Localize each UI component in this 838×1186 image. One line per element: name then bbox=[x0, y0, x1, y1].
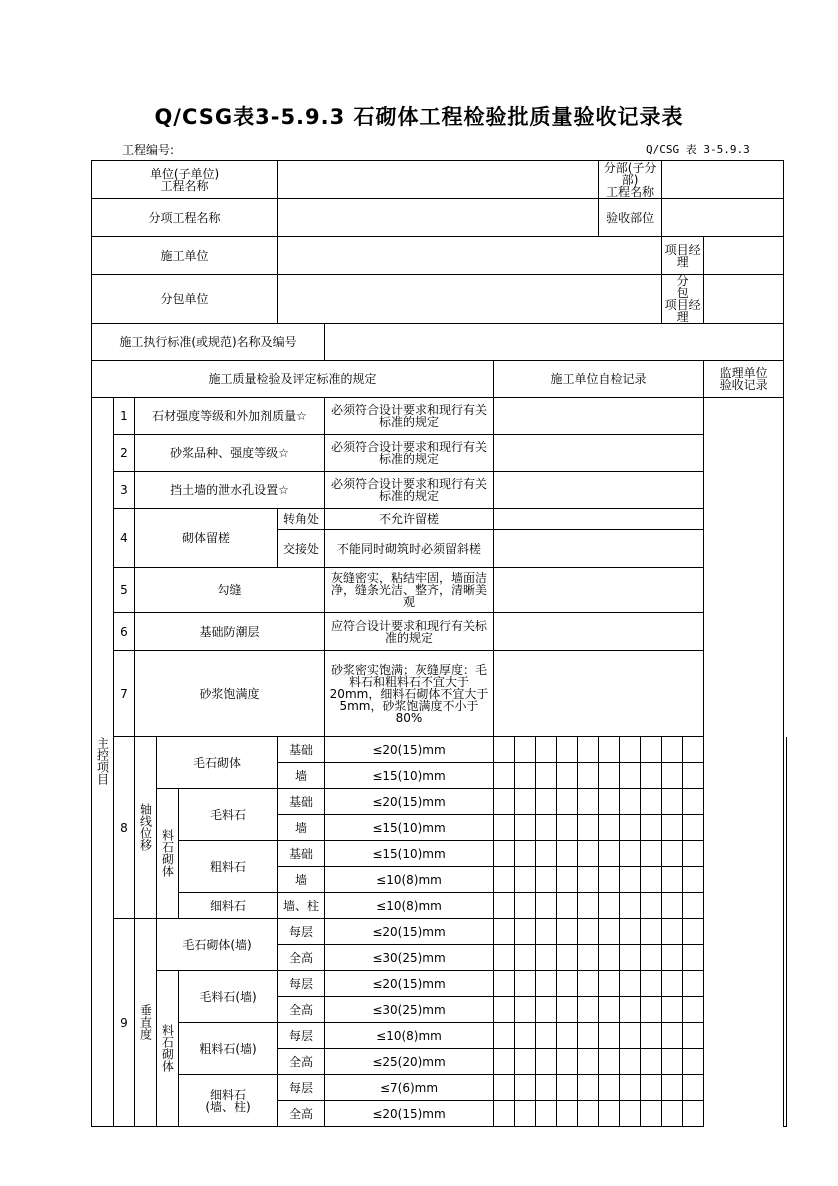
measure-cell[interactable] bbox=[494, 815, 515, 841]
measure-cell[interactable] bbox=[515, 997, 536, 1023]
measure-cell[interactable] bbox=[536, 1075, 557, 1101]
measure-cell[interactable] bbox=[557, 867, 578, 893]
item-number: 6 bbox=[114, 613, 135, 651]
measure-cell[interactable] bbox=[662, 1049, 683, 1075]
measure-cell[interactable] bbox=[494, 789, 515, 815]
measure-cell[interactable] bbox=[641, 1075, 662, 1101]
self-check-cell[interactable] bbox=[494, 435, 704, 472]
item-requirement: 必须符合设计要求和现行有关标准的规定 bbox=[325, 398, 494, 435]
full-height-label: 全高 bbox=[278, 997, 325, 1023]
dressed-stone-label: 料石砌体 bbox=[157, 789, 179, 919]
measure-cell[interactable] bbox=[536, 763, 557, 789]
measure-cell[interactable] bbox=[599, 945, 620, 971]
measure-cell[interactable] bbox=[536, 841, 557, 867]
measure-cell[interactable] bbox=[620, 971, 641, 997]
measure-cell[interactable] bbox=[683, 789, 704, 815]
measure-cell[interactable] bbox=[578, 1075, 599, 1101]
per-floor-label: 每层 bbox=[278, 1075, 325, 1101]
measure-cell[interactable] bbox=[641, 945, 662, 971]
standard-label: 施工执行标准(或规范)名称及编号 bbox=[92, 324, 325, 361]
measure-cell[interactable] bbox=[515, 1101, 536, 1127]
measure-cell[interactable] bbox=[662, 971, 683, 997]
measure-cell[interactable] bbox=[557, 1075, 578, 1101]
item-name: 砌体留槎 bbox=[135, 509, 278, 568]
per-floor-label: 每层 bbox=[278, 919, 325, 945]
measure-cell[interactable] bbox=[662, 737, 683, 763]
measure-cell[interactable] bbox=[599, 971, 620, 997]
measure-cell[interactable] bbox=[557, 841, 578, 867]
tolerance-value: ≤15(10)mm bbox=[325, 763, 494, 789]
measure-cell[interactable] bbox=[599, 1101, 620, 1127]
measure-cell[interactable] bbox=[683, 867, 704, 893]
item-requirement: 应符合设计要求和现行有关标准的规定 bbox=[325, 613, 494, 651]
per-floor-label: 每层 bbox=[278, 1023, 325, 1049]
item-name: 砂浆饱满度 bbox=[135, 651, 325, 737]
measure-cell[interactable] bbox=[557, 789, 578, 815]
measure-cell[interactable] bbox=[494, 763, 515, 789]
measure-cell[interactable] bbox=[494, 1101, 515, 1127]
tolerance-value: ≤10(8)mm bbox=[325, 893, 494, 919]
measure-cell[interactable] bbox=[641, 815, 662, 841]
measure-cell[interactable] bbox=[599, 1075, 620, 1101]
tolerance-value: ≤15(10)mm bbox=[325, 841, 494, 867]
item-number: 7 bbox=[114, 651, 135, 737]
item-requirement: 不能同时砌筑时必须留斜槎 bbox=[325, 530, 494, 568]
measure-cell[interactable] bbox=[578, 789, 599, 815]
measure-cell[interactable] bbox=[494, 867, 515, 893]
subcontract-manager-label: 分 包 项目经理 bbox=[662, 275, 704, 324]
item-number: 2 bbox=[114, 435, 135, 472]
measure-cell[interactable] bbox=[662, 867, 683, 893]
subcontract-manager-value[interactable] bbox=[704, 275, 784, 324]
measure-cell[interactable] bbox=[578, 841, 599, 867]
measure-cell[interactable] bbox=[662, 1023, 683, 1049]
measure-cell[interactable] bbox=[599, 841, 620, 867]
measure-cell[interactable] bbox=[641, 841, 662, 867]
measure-cell[interactable] bbox=[683, 841, 704, 867]
location-foundation: 基础 bbox=[278, 789, 325, 815]
project-number-label: 工程编号: bbox=[122, 143, 175, 157]
project-manager-value[interactable] bbox=[704, 237, 784, 275]
self-check-cell[interactable] bbox=[494, 472, 704, 509]
measure-cell[interactable] bbox=[557, 737, 578, 763]
acceptance-part-value[interactable] bbox=[662, 199, 784, 237]
supervision-column-header: 监理单位 验收记录 bbox=[704, 361, 784, 398]
measure-cell[interactable] bbox=[683, 971, 704, 997]
measure-cell[interactable] bbox=[599, 919, 620, 945]
tolerance-value: ≤20(15)mm bbox=[325, 1101, 494, 1127]
location-wall: 墙 bbox=[278, 815, 325, 841]
measure-cell[interactable] bbox=[515, 1023, 536, 1049]
unit-project-label: 单位(子单位) 工程名称 bbox=[92, 161, 278, 199]
measure-cell[interactable] bbox=[494, 1023, 515, 1049]
measure-cell[interactable] bbox=[599, 815, 620, 841]
subcontract-unit-label: 分包单位 bbox=[92, 275, 278, 324]
measure-cell[interactable] bbox=[536, 919, 557, 945]
tolerance-value: ≤10(8)mm bbox=[325, 1023, 494, 1049]
measure-cell[interactable] bbox=[599, 867, 620, 893]
tolerance-value: ≤15(10)mm bbox=[325, 815, 494, 841]
fine-dressed-label: 细料石 bbox=[179, 893, 278, 919]
measure-cell[interactable] bbox=[536, 789, 557, 815]
standard-value[interactable] bbox=[325, 324, 784, 361]
measure-cell[interactable] bbox=[536, 867, 557, 893]
location-wall-column: 墙、柱 bbox=[278, 893, 325, 919]
measure-cell[interactable] bbox=[662, 919, 683, 945]
rough-dressed-label: 毛料石(墙) bbox=[179, 971, 278, 1023]
measure-cell[interactable] bbox=[578, 763, 599, 789]
measure-cell[interactable] bbox=[620, 867, 641, 893]
measure-cell[interactable] bbox=[557, 1049, 578, 1075]
measure-cell[interactable] bbox=[641, 893, 662, 919]
item-requirement: 灰缝密实，粘结牢固，墙面洁净，缝条光洁、整齐，清晰美观 bbox=[325, 568, 494, 613]
measure-cell[interactable] bbox=[536, 1101, 557, 1127]
item-name: 挡土墙的泄水孔设置☆ bbox=[135, 472, 325, 509]
inspection-table bbox=[91, 160, 787, 1127]
supervision-cell[interactable] bbox=[784, 737, 787, 1127]
measure-cell[interactable] bbox=[662, 1101, 683, 1127]
self-check-cell[interactable] bbox=[494, 568, 704, 613]
self-check-column-header: 施工单位自检记录 bbox=[494, 361, 704, 398]
measure-cell[interactable] bbox=[620, 893, 641, 919]
measure-cell[interactable] bbox=[515, 737, 536, 763]
measure-cell[interactable] bbox=[578, 997, 599, 1023]
item-subcategory: 转角处 bbox=[278, 509, 325, 530]
measure-cell[interactable] bbox=[662, 945, 683, 971]
measure-cell[interactable] bbox=[641, 737, 662, 763]
measure-cell[interactable] bbox=[683, 815, 704, 841]
measure-cell[interactable] bbox=[620, 997, 641, 1023]
rubble-masonry-label: 毛石砌体 bbox=[157, 737, 278, 789]
measure-cell[interactable] bbox=[515, 789, 536, 815]
item-number: 1 bbox=[114, 398, 135, 435]
item-number: 3 bbox=[114, 472, 135, 509]
measure-cell[interactable] bbox=[683, 737, 704, 763]
measure-cell[interactable] bbox=[662, 763, 683, 789]
measure-cell[interactable] bbox=[641, 763, 662, 789]
item-requirement: 不允许留槎 bbox=[325, 509, 494, 530]
measure-cell[interactable] bbox=[641, 1049, 662, 1075]
measure-cell[interactable] bbox=[599, 763, 620, 789]
measure-cell[interactable] bbox=[578, 971, 599, 997]
self-check-cell[interactable] bbox=[494, 398, 704, 435]
measure-cell[interactable] bbox=[494, 1075, 515, 1101]
measure-cell[interactable] bbox=[683, 1075, 704, 1101]
coarse-dressed-label: 粗料石(墙) bbox=[179, 1023, 278, 1075]
measure-cell[interactable] bbox=[515, 945, 536, 971]
sub-project-value[interactable] bbox=[662, 161, 784, 199]
measure-cell[interactable] bbox=[536, 1049, 557, 1075]
item-number: 5 bbox=[114, 568, 135, 613]
measure-cell[interactable] bbox=[557, 893, 578, 919]
item-requirement: 砂浆密实饱满；灰缝厚度：毛料石和粗料石不宜大于20mm，细料石砌体不宜大于5mm，砂浆饱满度不小于80% bbox=[325, 651, 494, 737]
measure-cell[interactable] bbox=[599, 1023, 620, 1049]
tolerance-value: ≤30(25)mm bbox=[325, 945, 494, 971]
measure-cell[interactable] bbox=[578, 867, 599, 893]
measure-cell[interactable] bbox=[578, 1023, 599, 1049]
item-requirement: 必须符合设计要求和现行有关标准的规定 bbox=[325, 472, 494, 509]
item-name: 石材强度等级和外加剂质量☆ bbox=[135, 398, 325, 435]
tolerance-value: ≤20(15)mm bbox=[325, 737, 494, 763]
measure-cell[interactable] bbox=[683, 919, 704, 945]
self-check-cell[interactable] bbox=[494, 613, 704, 651]
measure-cell[interactable] bbox=[536, 945, 557, 971]
construction-unit-value[interactable] bbox=[278, 237, 662, 275]
measure-cell[interactable] bbox=[662, 815, 683, 841]
measure-cell[interactable] bbox=[599, 789, 620, 815]
measure-cell[interactable] bbox=[557, 945, 578, 971]
axis-deviation-label: 轴线位移 bbox=[135, 737, 157, 919]
measure-cell[interactable] bbox=[683, 1023, 704, 1049]
measure-cell[interactable] bbox=[515, 971, 536, 997]
measure-cell[interactable] bbox=[620, 763, 641, 789]
measure-cell[interactable] bbox=[620, 945, 641, 971]
measure-cell[interactable] bbox=[662, 789, 683, 815]
measure-cell[interactable] bbox=[683, 1101, 704, 1127]
measure-cell[interactable] bbox=[662, 893, 683, 919]
measure-cell[interactable] bbox=[494, 971, 515, 997]
measure-cell[interactable] bbox=[494, 893, 515, 919]
measure-cell[interactable] bbox=[662, 997, 683, 1023]
measure-cell[interactable] bbox=[599, 893, 620, 919]
coarse-dressed-label: 粗料石 bbox=[179, 841, 278, 893]
item-name: 勾缝 bbox=[135, 568, 325, 613]
measure-cell[interactable] bbox=[578, 737, 599, 763]
measure-cell[interactable] bbox=[599, 737, 620, 763]
measure-cell[interactable] bbox=[620, 841, 641, 867]
measure-cell[interactable] bbox=[578, 893, 599, 919]
measure-cell[interactable] bbox=[515, 867, 536, 893]
measure-cell[interactable] bbox=[620, 1023, 641, 1049]
fine-dressed-label: 细料石 (墙、柱) bbox=[179, 1075, 278, 1127]
measure-cell[interactable] bbox=[683, 1049, 704, 1075]
measure-cell[interactable] bbox=[620, 1101, 641, 1127]
dressed-stone-label: 料石砌体 bbox=[157, 971, 179, 1127]
measure-cell[interactable] bbox=[683, 997, 704, 1023]
measure-cell[interactable] bbox=[536, 815, 557, 841]
measure-cell[interactable] bbox=[557, 919, 578, 945]
location-foundation: 基础 bbox=[278, 841, 325, 867]
measure-cell[interactable] bbox=[620, 815, 641, 841]
form-code: Q/CSG 表 3-5.9.3 bbox=[646, 143, 750, 156]
location-wall: 墙 bbox=[278, 763, 325, 789]
measure-cell[interactable] bbox=[557, 815, 578, 841]
form-title: Q/CSG表3-5.9.3 石砌体工程检验批质量验收记录表 bbox=[154, 105, 684, 129]
measure-cell[interactable] bbox=[515, 763, 536, 789]
measure-cell[interactable] bbox=[536, 997, 557, 1023]
item-number: 8 bbox=[114, 737, 135, 919]
item-name: 砂浆品种、强度等级☆ bbox=[135, 435, 325, 472]
measure-cell[interactable] bbox=[683, 893, 704, 919]
tolerance-value: ≤10(8)mm bbox=[325, 867, 494, 893]
item-name: 基础防潮层 bbox=[135, 613, 325, 651]
item-number: 4 bbox=[114, 509, 135, 568]
self-check-cell[interactable] bbox=[494, 651, 704, 737]
measure-cell[interactable] bbox=[494, 737, 515, 763]
measure-cell[interactable] bbox=[641, 971, 662, 997]
measure-cell[interactable] bbox=[599, 1049, 620, 1075]
self-check-cell[interactable] bbox=[494, 509, 704, 530]
measure-cell[interactable] bbox=[641, 997, 662, 1023]
measure-cell[interactable] bbox=[494, 841, 515, 867]
measure-cell[interactable] bbox=[494, 997, 515, 1023]
location-wall: 墙 bbox=[278, 867, 325, 893]
rubble-masonry-label: 毛石砌体(墙) bbox=[157, 919, 278, 971]
per-floor-label: 每层 bbox=[278, 971, 325, 997]
measure-cell[interactable] bbox=[641, 789, 662, 815]
measure-cell[interactable] bbox=[641, 919, 662, 945]
self-check-cell[interactable] bbox=[494, 530, 704, 568]
tolerance-value: ≤20(15)mm bbox=[325, 919, 494, 945]
tolerance-value: ≤30(25)mm bbox=[325, 997, 494, 1023]
rough-dressed-label: 毛料石 bbox=[179, 789, 278, 841]
measure-cell[interactable] bbox=[641, 1023, 662, 1049]
full-height-label: 全高 bbox=[278, 1049, 325, 1075]
item-project-label: 分项工程名称 bbox=[92, 199, 278, 237]
item-number: 9 bbox=[114, 919, 135, 1127]
measure-cell[interactable] bbox=[662, 841, 683, 867]
verticality-label: 垂直度 bbox=[135, 919, 157, 1127]
measure-cell[interactable] bbox=[515, 893, 536, 919]
measure-cell[interactable] bbox=[515, 1049, 536, 1075]
construction-unit-label: 施工单位 bbox=[92, 237, 278, 275]
item-subcategory: 交接处 bbox=[278, 530, 325, 568]
tolerance-value: ≤20(15)mm bbox=[325, 971, 494, 997]
measure-cell[interactable] bbox=[620, 789, 641, 815]
measure-cell[interactable] bbox=[515, 919, 536, 945]
measure-cell[interactable] bbox=[557, 763, 578, 789]
supervision-cell[interactable] bbox=[704, 398, 784, 763]
measure-cell[interactable] bbox=[536, 971, 557, 997]
sub-project-label: 分部(子分部) 工程名称 bbox=[599, 161, 662, 199]
tolerance-value: ≤20(15)mm bbox=[325, 789, 494, 815]
measure-cell[interactable] bbox=[662, 1075, 683, 1101]
measure-cell[interactable] bbox=[494, 945, 515, 971]
measure-cell[interactable] bbox=[683, 945, 704, 971]
spec-column-header: 施工质量检验及评定标准的规定 bbox=[92, 361, 494, 398]
measure-cell[interactable] bbox=[599, 997, 620, 1023]
unit-project-value[interactable] bbox=[278, 161, 599, 199]
measure-cell[interactable] bbox=[536, 893, 557, 919]
measure-cell[interactable] bbox=[515, 841, 536, 867]
measure-cell[interactable] bbox=[578, 919, 599, 945]
measure-cell[interactable] bbox=[578, 945, 599, 971]
measure-cell[interactable] bbox=[536, 1023, 557, 1049]
project-manager-label: 项目经理 bbox=[662, 237, 704, 275]
measure-cell[interactable] bbox=[641, 867, 662, 893]
measure-cell[interactable] bbox=[620, 1075, 641, 1101]
measure-cell[interactable] bbox=[494, 919, 515, 945]
measure-cell[interactable] bbox=[683, 763, 704, 789]
measure-cell[interactable] bbox=[557, 997, 578, 1023]
tolerance-value: ≤7(6)mm bbox=[325, 1075, 494, 1101]
measure-cell[interactable] bbox=[578, 1049, 599, 1075]
measure-cell[interactable] bbox=[494, 1049, 515, 1075]
acceptance-part-label: 验收部位 bbox=[599, 199, 662, 237]
location-foundation: 基础 bbox=[278, 737, 325, 763]
measure-cell[interactable] bbox=[515, 815, 536, 841]
measure-cell[interactable] bbox=[578, 815, 599, 841]
item-project-value[interactable] bbox=[278, 199, 599, 237]
measure-cell[interactable] bbox=[557, 1023, 578, 1049]
full-height-label: 全高 bbox=[278, 945, 325, 971]
full-height-label: 全高 bbox=[278, 1101, 325, 1127]
measure-cell[interactable] bbox=[620, 1049, 641, 1075]
measure-cell[interactable] bbox=[536, 737, 557, 763]
measure-cell[interactable] bbox=[620, 737, 641, 763]
main-items-label: 主控项目 bbox=[92, 398, 114, 1127]
subcontract-unit-value[interactable] bbox=[278, 275, 662, 324]
measure-cell[interactable] bbox=[641, 1101, 662, 1127]
measure-cell[interactable] bbox=[557, 1101, 578, 1127]
measure-cell[interactable] bbox=[557, 971, 578, 997]
measure-cell[interactable] bbox=[620, 919, 641, 945]
measure-cell[interactable] bbox=[515, 1075, 536, 1101]
measure-cell[interactable] bbox=[578, 1101, 599, 1127]
item-requirement: 必须符合设计要求和现行有关标准的规定 bbox=[325, 435, 494, 472]
tolerance-value: ≤25(20)mm bbox=[325, 1049, 494, 1075]
